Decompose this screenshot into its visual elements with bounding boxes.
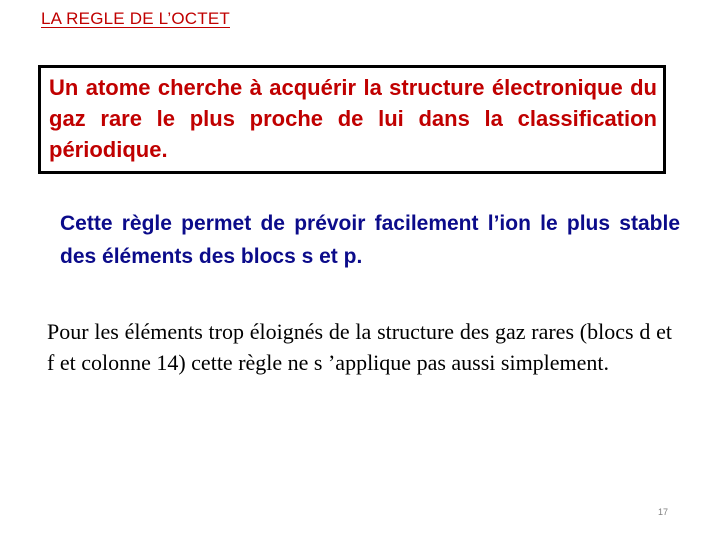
page-number: 17 — [658, 507, 669, 517]
exception-paragraph: Pour les éléments trop éloignés de la structure des gaz rares (blocs d et f et colonne 14) cette règle ne s ’applique pas aussi simplement. — [47, 319, 672, 375]
rule-statement: Un atome cherche à acquérir la structure électronique du gaz rare le plus proche de lui dans la classification périodique. — [49, 75, 657, 162]
explanation-paragraph: Cette règle permet de prévoir facilement l’ion le plus stable des éléments des blocs s et p. — [60, 212, 680, 268]
rule-box — [38, 65, 666, 174]
slide-title: LA REGLE DE L’OCTET — [41, 9, 230, 28]
